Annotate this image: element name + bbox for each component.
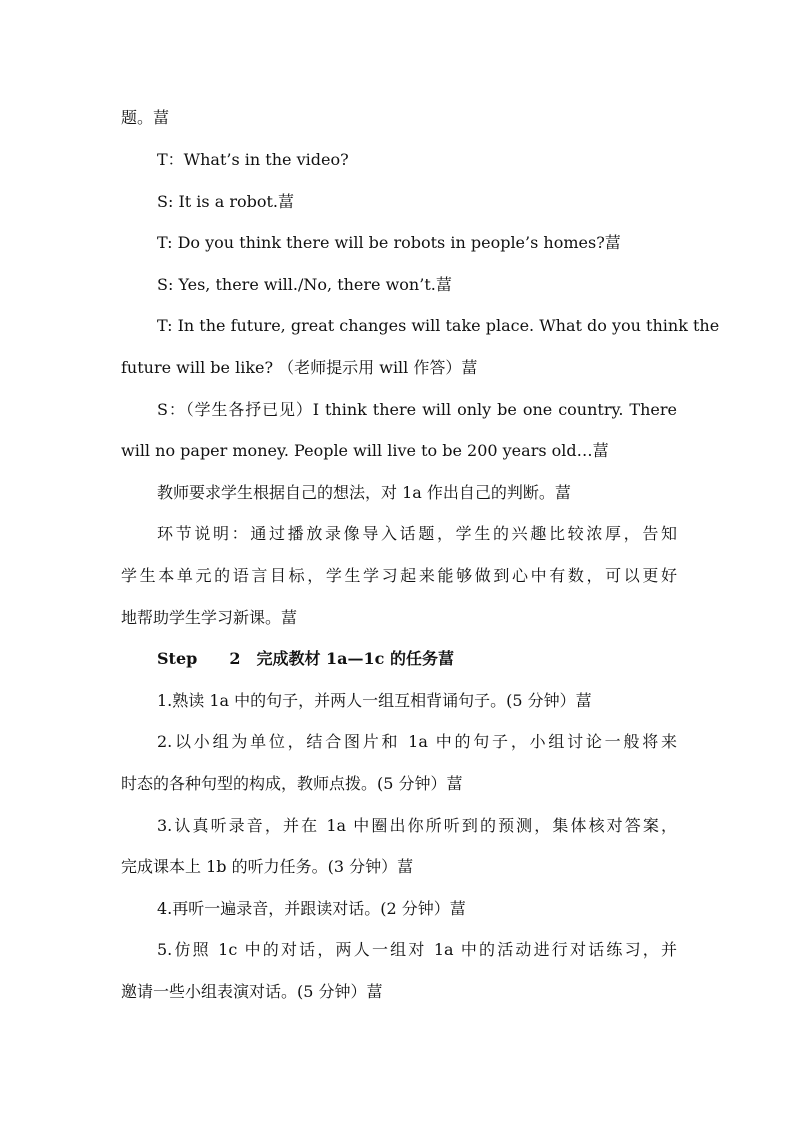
text-line: 教师要求学生根据自己的想法，对 1a 作出自己的判断。葍 [157,483,571,502]
text-line: future will be like? （老师提示用 will 作答）葍 [121,358,478,377]
text-line: T: Do you think there will be robots in people’s homes?葍 [157,233,621,252]
step-heading: Step 2 完成教材 1a—1c 的任务葍 [157,649,454,668]
text-line: 完成课本上 1b 的听力任务。(3 分钟）葍 [121,857,414,876]
task-item: 5.仿照 1c 中的对话，两人一组对 1a 中的活动进行对话练习，并 [157,940,677,959]
text-line: 地帮助学生学习新课。葍 [121,608,298,627]
text-line: 邀请一些小组表演对话。(5 分钟）葍 [121,982,383,1001]
text-line: 学生本单元的语言目标，学生学习起来能够做到心中有数，可以更好 [121,566,677,585]
task-item: 2.以小组为单位，结合图片和 1a 中的句子，小组讨论一般将来 [157,732,677,751]
text-line: S: Yes, there will./No, there won’t.葍 [157,275,452,294]
text-line: T：What’s in the video? [157,150,349,169]
task-item: 4.再听一遍录音，并跟读对话。(2 分钟）葍 [157,899,466,918]
text-line: S: It is a robot.葍 [157,192,294,211]
text-line: 题。葍 [121,108,170,127]
text-line: T: In the future, great changes will take place. What do you think the [157,316,720,335]
text-line: will no paper money. People will live to be 200 years old…葍 [121,441,609,460]
task-item: 1.熟读 1a 中的句子，并两人一组互相背诵句子。(5 分钟）葍 [157,691,592,710]
text-line: 环节说明：通过播放录像导入话题，学生的兴趣比较浓厚，告知 [157,524,677,543]
task-item: 3.认真听录音，并在 1a 中圈出你所听到的预测，集体核对答案， [157,816,677,835]
text-line: S：（学生各抒已见）I think there will only be one country. There [157,400,677,419]
text-line: 时态的各种句型的构成，教师点拨。(5 分钟）葍 [121,774,463,793]
